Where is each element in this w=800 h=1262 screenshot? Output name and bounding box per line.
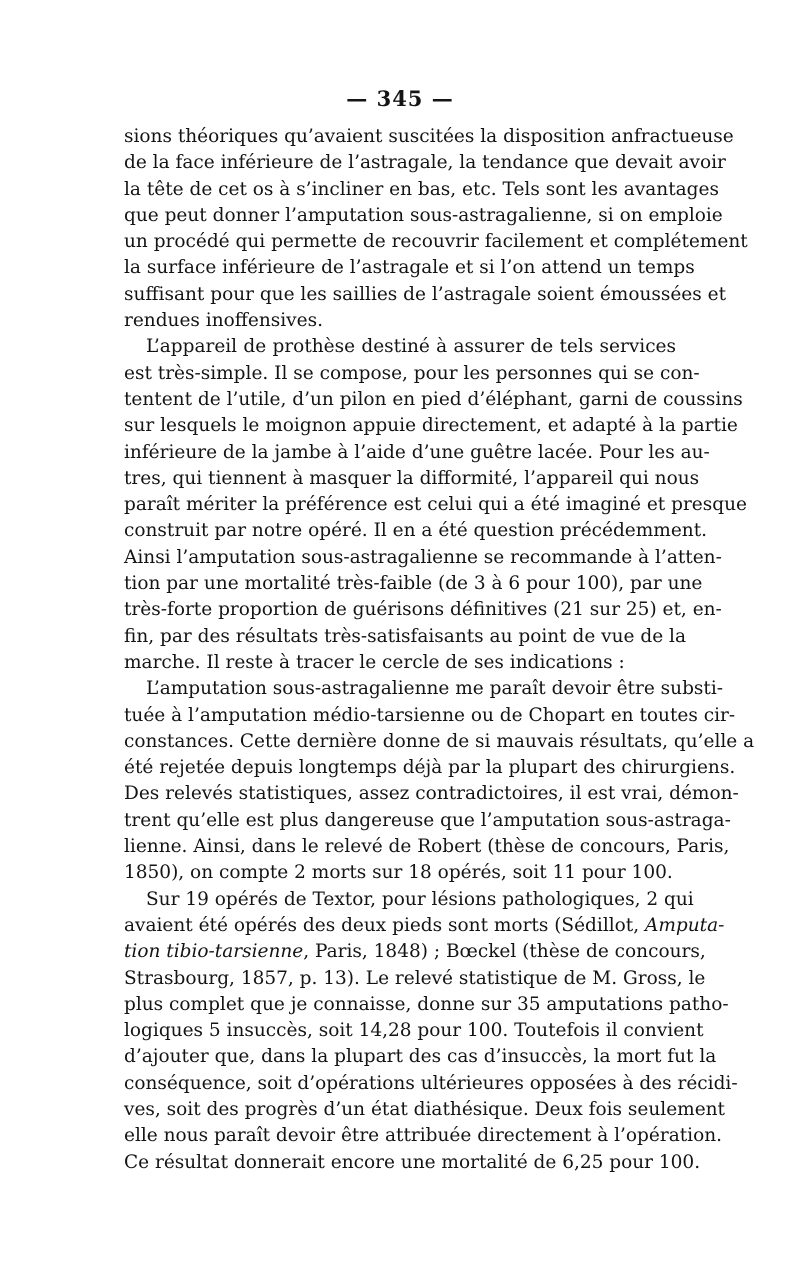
text-line: la surface inférieure de l’astragale et si l’on attend un temps xyxy=(124,257,695,279)
text-line: sur lesquels le moignon appuie directement, et adapté à la partie xyxy=(124,415,738,437)
text-line: tion par une mortalité très-faible (de 3 à 6 pour 100), par une xyxy=(124,573,703,595)
text-line xyxy=(124,939,706,965)
text-line: que peut donner l’amputation sous-astragalienne, si on emploie xyxy=(124,204,723,226)
text-line: L’appareil de prothèse destiné à assurer de tels services xyxy=(146,336,676,358)
text-segment: , Paris, 1848) ; Bœckel (thèse de concours, xyxy=(303,941,706,963)
text-line: Des relevés statistiques, assez contradictoires, il est vrai, démon- xyxy=(124,783,739,805)
text-line: un procédé qui permette de recouvrir facilement et complétement xyxy=(124,231,748,253)
text-line: 1850), on compte 2 morts sur 18 opérés, soit 11 pour 100. xyxy=(124,862,673,884)
text-line: constances. Cette dernière donne de si mauvais résultats, qu’elle a xyxy=(124,730,755,752)
text-line: Ainsi l’amputation sous-astragalienne se recommande à l’atten- xyxy=(124,546,722,568)
italic-title: tion tibio-tarsienne xyxy=(124,941,304,963)
italic-title: Amputa- xyxy=(644,914,725,936)
text-line: ves, soit des progrès d’un état diathésique. Deux fois seulement xyxy=(124,1098,725,1120)
text-line: tres, qui tiennent à masquer la difformité, l’appareil qui nous xyxy=(124,467,700,489)
text-line: Strasbourg, 1857, p. 13). Le relevé statistique de M. Gross, le xyxy=(124,967,706,989)
text-line: tentent de l’utile, d’un pilon en pied d’éléphant, garni de coussins xyxy=(124,388,743,410)
text-line: logiques 5 insuccès, soit 14,28 pour 100. Toutefois il convient xyxy=(124,1020,704,1042)
text-line: sions théoriques qu’avaient suscitées la disposition anfractueuse xyxy=(124,126,734,147)
text-line: trent qu’elle est plus dangereuse que l’amputation sous-astraga- xyxy=(124,809,731,831)
text-line: d’ajouter que, dans la plupart des cas d’insuccès, la mort fut la xyxy=(124,1046,717,1068)
text-line: inférieure de la jambe à l’aide d’une guêtre lacée. Pour les au- xyxy=(124,441,710,463)
page-number: — 345 — xyxy=(346,86,454,111)
text-line: conséquence, soit d’opérations ultérieures opposées à des récidi- xyxy=(124,1072,738,1094)
text-line: suffisant pour que les saillies de l’astragale soient émoussées et xyxy=(124,283,727,305)
body-text xyxy=(124,124,755,1176)
text-line: L’amputation sous-astragalienne me paraît devoir être substi- xyxy=(146,678,724,700)
text-line: est très-simple. Il se compose, pour les personnes qui se con- xyxy=(124,362,700,384)
text-line: la tête de cet os à s’incliner en bas, etc. Tels sont les avantages xyxy=(124,178,719,200)
text-line: Ce résultat donnerait encore une mortalité de 6,25 pour 100. xyxy=(124,1151,701,1173)
text-line: fin, par des résultats très-satisfaisants au point de vue de la xyxy=(124,625,686,647)
text-line: été rejetée depuis longtemps déjà par la plupart des chirurgiens. xyxy=(124,757,736,779)
text-line: lienne. Ainsi, dans le relevé de Robert (thèse de concours, Paris, xyxy=(124,836,730,858)
text-line: tuée à l’amputation médio-tarsienne ou de Chopart en toutes cir- xyxy=(124,704,736,726)
text-line: marche. Il reste à tracer le cercle de ses indications : xyxy=(124,651,625,673)
text-line: très-forte proportion de guérisons définitives (21 sur 25) et, en- xyxy=(124,599,722,621)
text-line: plus complet que je connaisse, donne sur 35 amputations patho- xyxy=(124,993,729,1015)
text-line: de la face inférieure de l’astragale, la tendance que devait avoir xyxy=(124,152,726,174)
text-line xyxy=(124,913,725,939)
text-line: paraît mériter la préférence est celui qui a été imaginé et presque xyxy=(124,494,747,516)
text-line: Sur 19 opérés de Textor, pour lésions pathologiques, 2 qui xyxy=(146,888,694,910)
text-line: rendues inoffensives. xyxy=(124,310,323,332)
text-segment: avaient été opérés des deux pieds sont morts (Sédillot, xyxy=(124,914,645,936)
text-line: elle nous paraît devoir être attribuée directement à l’opération. xyxy=(124,1125,723,1147)
text-line: construit par notre opéré. Il en a été question précédemment. xyxy=(124,520,708,542)
